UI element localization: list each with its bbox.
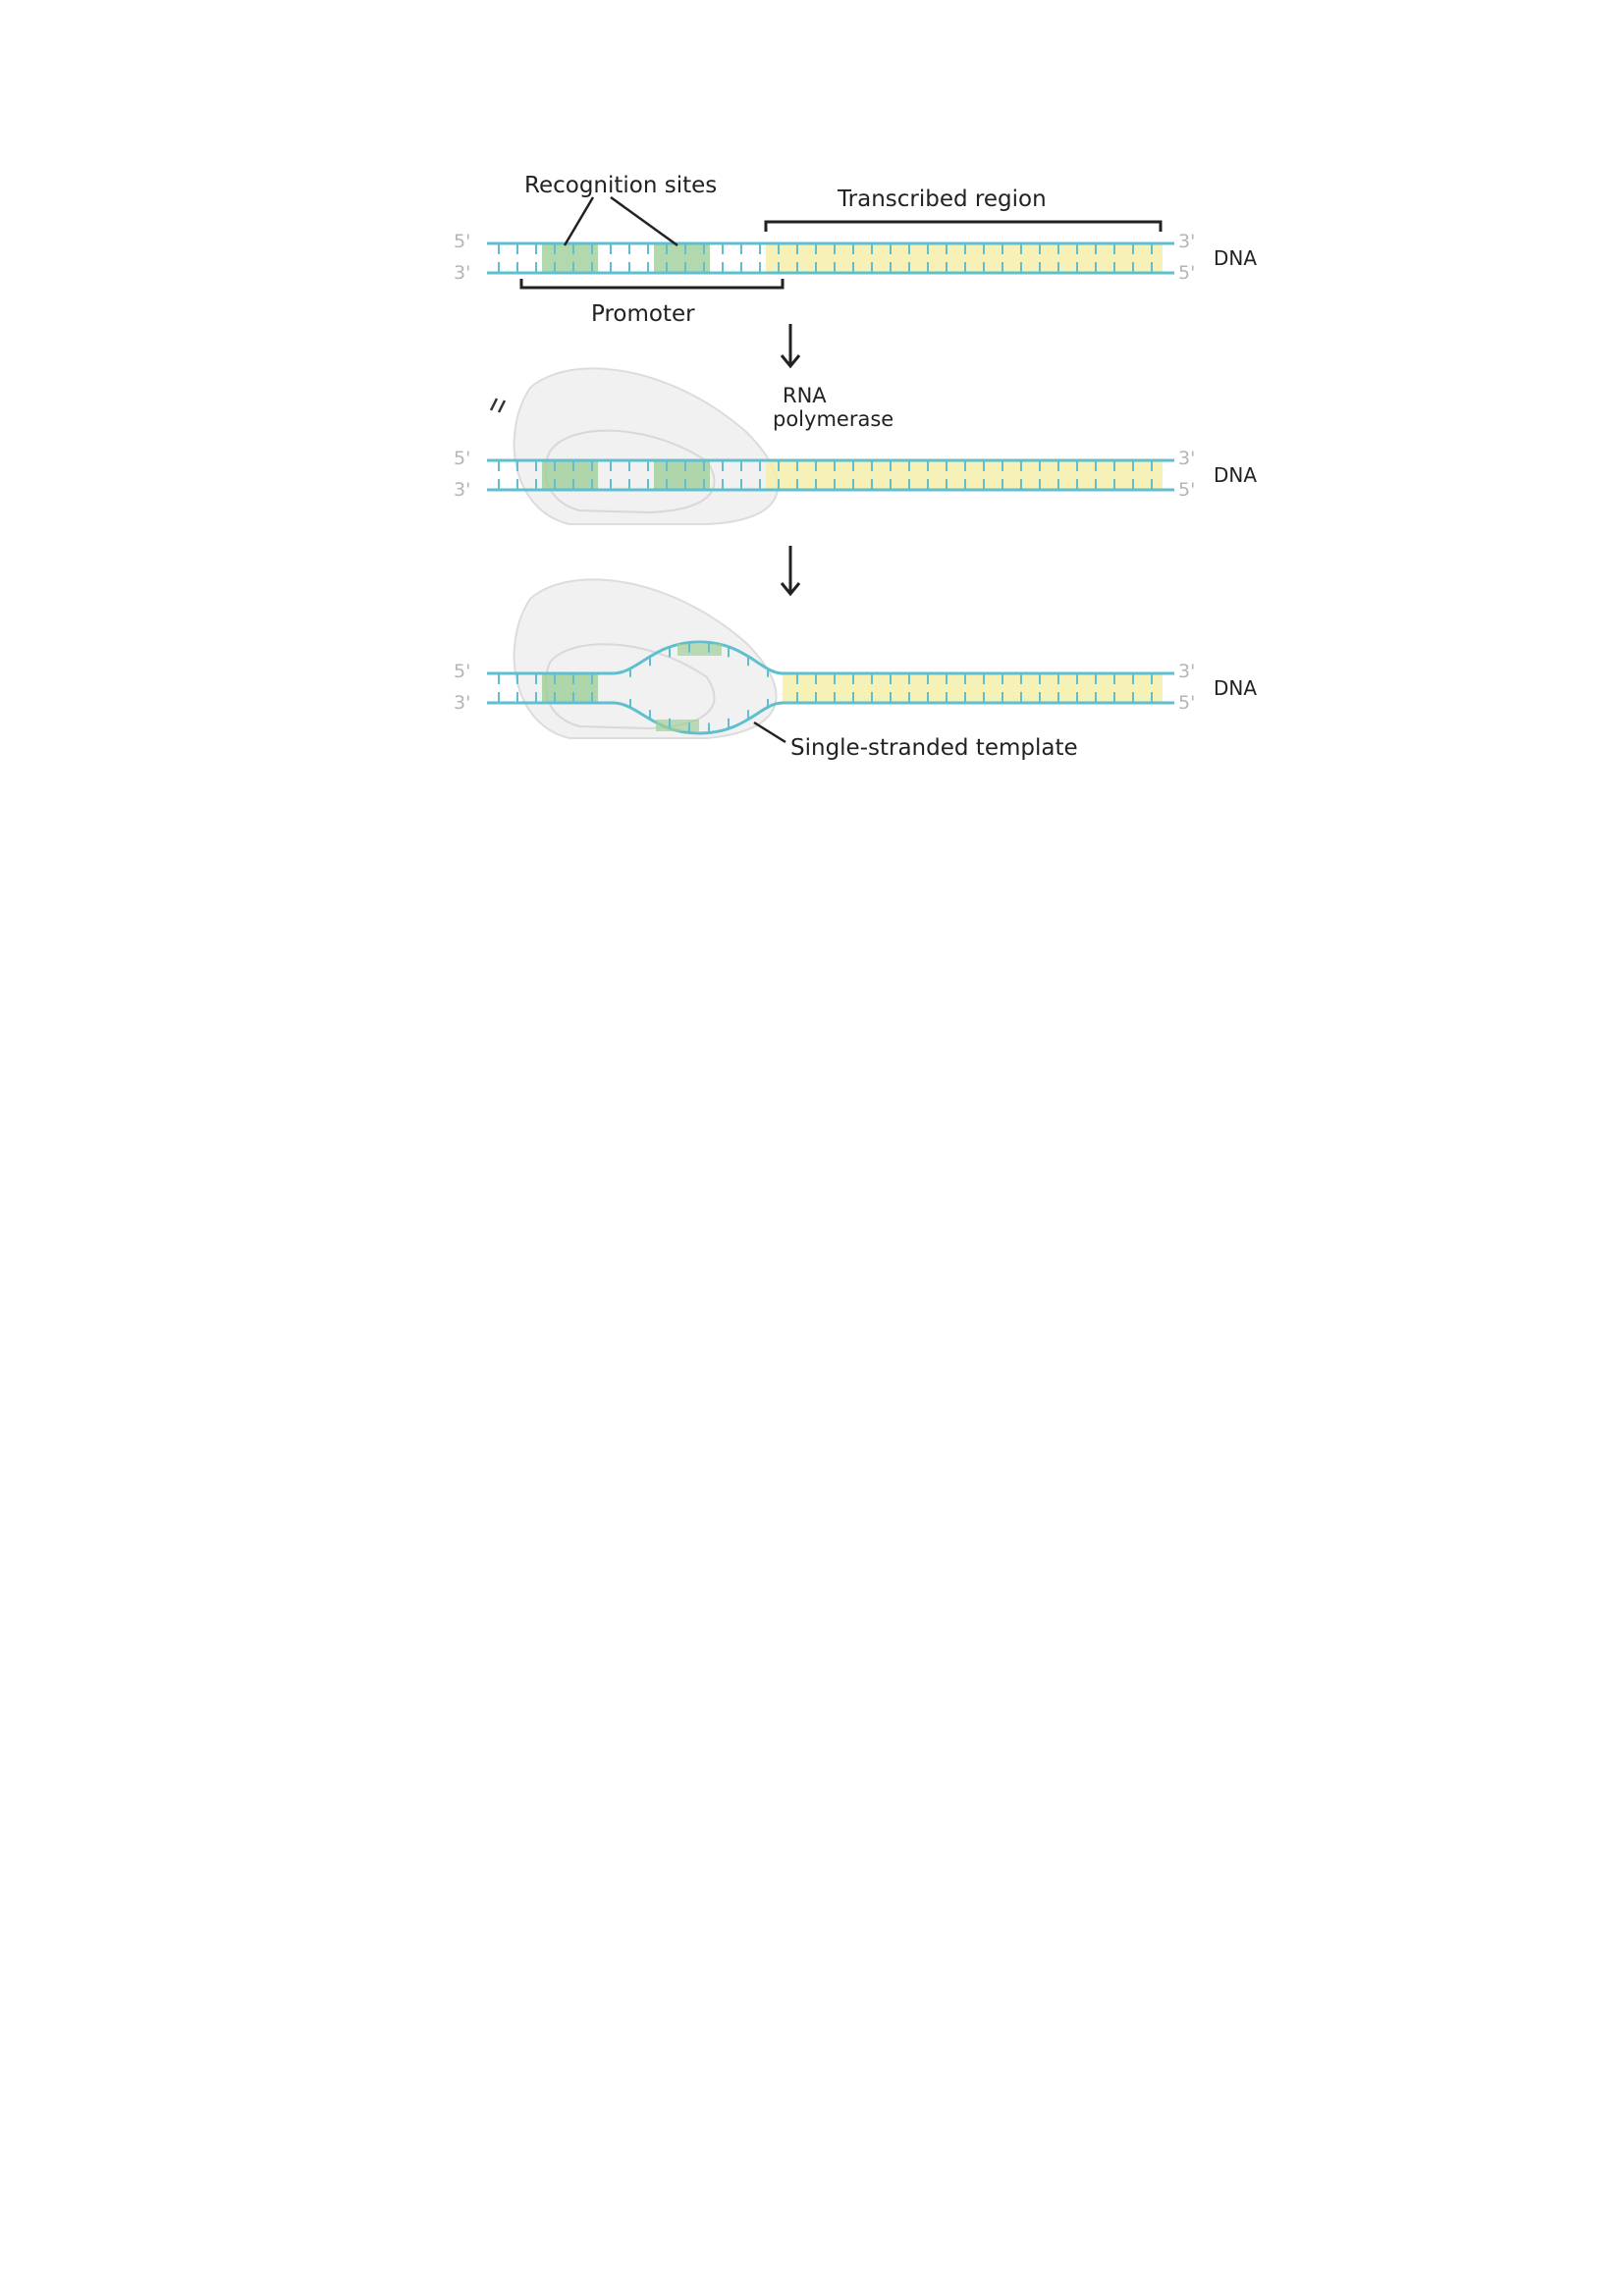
recognition-sites-label: Recognition sites [524, 173, 718, 198]
recognition-site-pointer-lines [565, 197, 677, 245]
three-prime-label: 3' [1178, 231, 1196, 252]
recognition-site-region [654, 243, 710, 273]
recognition-site-region [677, 644, 722, 656]
dna-label-3: DNA [1214, 676, 1258, 700]
rna-label: RNA [783, 384, 827, 407]
single-stranded-template-label: Single-stranded template [790, 735, 1078, 761]
three-prime-label: 3' [454, 479, 471, 501]
recognition-site-region [656, 720, 699, 731]
template-pointer-line [754, 722, 785, 742]
three-prime-label: 3' [454, 692, 471, 714]
recognition-site-region [654, 460, 710, 490]
rna-polymerase-shape-2 [514, 368, 778, 524]
recognition-site-region [542, 243, 598, 273]
dna-label-1: DNA [1214, 246, 1258, 270]
down-arrow-icon [782, 546, 799, 594]
transcribed-region-label: Transcribed region [838, 187, 1047, 212]
five-prime-label: 5' [1178, 262, 1196, 284]
transcribed-region [783, 673, 1163, 703]
motion-marks [491, 399, 505, 412]
transcribed-region-bracket [766, 222, 1161, 232]
five-prime-label: 5' [1178, 692, 1196, 714]
dna-label-2: DNA [1214, 463, 1258, 487]
three-prime-label: 3' [1178, 448, 1196, 469]
polymerase-label: polymerase [773, 407, 894, 431]
three-prime-label: 3' [454, 262, 471, 284]
recognition-site-region [542, 460, 598, 490]
five-prime-label: 5' [454, 448, 471, 469]
dna-strand-1 [487, 243, 1174, 273]
dna-strand-2 [487, 460, 1174, 490]
five-prime-label: 5' [1178, 479, 1196, 501]
promoter-bracket [521, 279, 783, 288]
five-prime-label: 5' [454, 661, 471, 682]
five-prime-label: 5' [454, 231, 471, 252]
down-arrow-icon [782, 324, 799, 366]
three-prime-label: 3' [1178, 661, 1196, 682]
promoter-label: Promoter [591, 301, 695, 327]
recognition-site-region [542, 673, 598, 703]
